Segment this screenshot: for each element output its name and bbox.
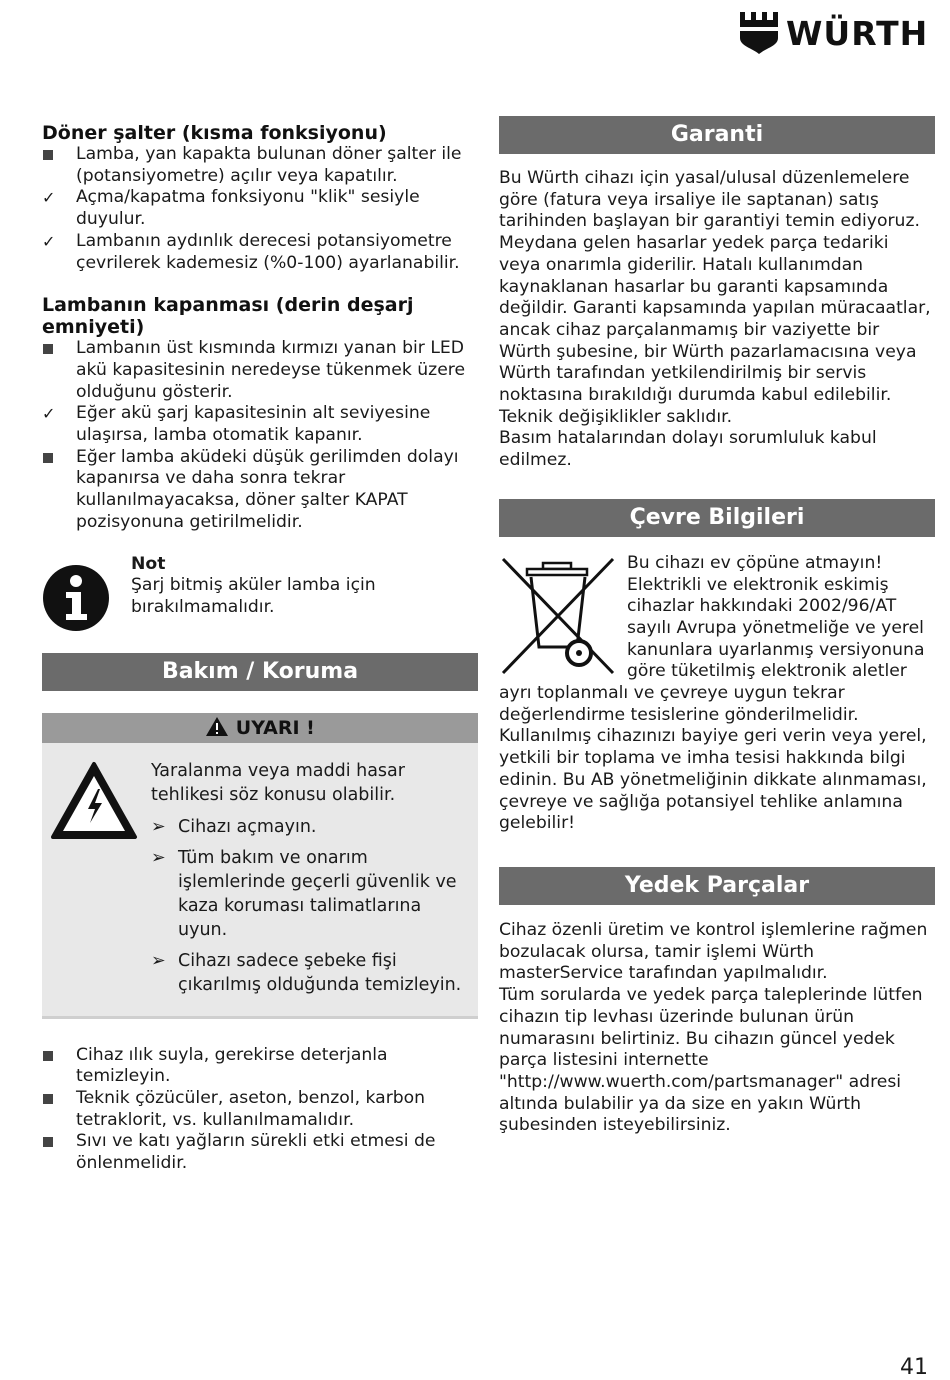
warning-box xyxy=(42,713,478,1019)
arrow-bullet-icon: ➢ xyxy=(151,847,166,868)
list-item: ✓ Açma/kapatma fonksiyonu "klik" sesiyle duyulur. xyxy=(42,187,420,230)
arrow-bullet-icon: ➢ xyxy=(151,950,166,971)
list-item: Cihaz ılık suyla, gerekirse deterjanla temizleyin. xyxy=(42,1045,478,1088)
wurth-logo-icon xyxy=(740,12,778,54)
spare-parts-section-bar: Yedek Parçalar xyxy=(499,867,935,905)
brand-name: WÜRTH xyxy=(786,13,929,53)
warranty-paragraph: Bu Würth cihazı için yasal/ulusal düzenlemelere göre (fatura veya irsaliye ile saptanan) satış tarihinden başlayan bir garantiyi temin ediyoruz. Meydana gelen hasarlar yedek parça tedariki veya onarımla giderilir. Hatalı kullanımdan kaynaklanan hasarlar bu garanti kapsamında değildir. Garanti kapsamında yapılan müracaatlar, ancak cihaz parçalanmamış bir vaziyette bir Würth şubesine, bir Würth pazarlamacısına veya Würth tarafından yetkilendirilmiş bir servis noktasına bırakıldığı durumda kabul edilebilir. xyxy=(499,168,931,406)
right-column xyxy=(499,116,935,1137)
warranty-section-bar: Garanti xyxy=(499,116,935,154)
spare-parts-paragraph-2: Tüm sorularda ve yedek parça taleplerinde lütfen cihazın tip levhası üzerinde bulunan ürün numarasını belirtiniz. Bu cihazın güncel yedek parça listesini internette "http://www.wuerth.com/partsmanager" adresi altında bulabilir ya da size en yakın Würth şubesinden isteyebilirsiniz. xyxy=(499,985,923,1136)
deep-discharge-list xyxy=(42,338,478,533)
deep-discharge-heading: Lambanın kapanması (derin deşarj emniyeti) xyxy=(42,294,414,339)
list-item: ➢ Tüm bakım ve onarım işlemlerinde geçerli güvenlik ve kaza koruması talimatlarına uyun. xyxy=(151,847,457,940)
maintenance-section-bar: Bakım / Koruma xyxy=(42,653,478,691)
check-icon: ✓ xyxy=(42,404,56,424)
warning-label: UYARI ! xyxy=(235,716,315,739)
warning-body xyxy=(42,743,478,1016)
info-icon xyxy=(42,564,110,632)
check-icon: ✓ xyxy=(42,231,56,251)
list-item: Sıvı ve katı yağların sürekli etki etmesi de önlenmelidir. xyxy=(42,1131,478,1174)
arrow-bullet-icon: ➢ xyxy=(151,816,166,837)
note-box xyxy=(42,554,478,649)
spare-parts-text xyxy=(499,920,935,1137)
list-item: Lamba, yan kapakta bulunan döner şalter ile (potansiyometre) açılır veya kapatılır. xyxy=(42,144,478,187)
warranty-technical-changes: Teknik değişiklikler saklıdır. xyxy=(499,406,733,427)
list-item: Lambanın üst kısmında kırmızı yanan bir LED akü kapasitesinin neredeyse tükenmek üzere olduğunu gösterir. xyxy=(42,338,478,403)
note-body: Şarj bitmiş aküler lamba için bırakılmamalıdır. xyxy=(131,575,376,617)
rotary-switch-list xyxy=(42,144,478,274)
square-bullet-icon xyxy=(43,344,53,354)
list-item: Teknik çözücüler, aseton, benzol, karbon tetraklorit, vs. kullanılmamalıdır. xyxy=(42,1088,478,1131)
list-item: ✓ Lambanın aydınlık derecesi potansiyometre çevrilerek kademesiz (%0-100) ayarlanabilir. xyxy=(42,230,460,273)
warranty-text xyxy=(499,168,935,472)
square-bullet-icon xyxy=(43,150,53,160)
warranty-print-errors: Basım hatalarından dolayı sorumluluk kabul edilmez. xyxy=(499,428,877,471)
electric-hazard-icon xyxy=(50,761,138,841)
note-text-block xyxy=(131,554,471,619)
list-item: Eğer lamba aküdeki düşük gerilimden dolayı kapanırsa ve daha sonra tekrar kullanılmayacaksa, döner şalter KAPAT pozisyonuna getirilmelidir. xyxy=(42,447,478,534)
square-bullet-icon xyxy=(43,1051,53,1061)
list-item: ✓ Eğer akü şarj kapasitesinin alt seviyesine ulaşırsa, lamba otomatik kapanır. xyxy=(42,403,431,446)
page-number: 41 xyxy=(900,1355,928,1380)
environment-text xyxy=(499,553,935,835)
square-bullet-icon xyxy=(43,1137,53,1147)
left-column xyxy=(42,122,478,1175)
rotary-switch-heading: Döner şalter (kısma fonksiyonu) xyxy=(42,122,387,144)
environment-section-bar: Çevre Bilgileri xyxy=(499,499,935,537)
note-title: Not xyxy=(131,553,166,574)
warning-header xyxy=(42,713,478,743)
environment-paragraph: Bu cihazı ev çöpüne atmayın! Elektrikli ve elektronik eskimiş cihazlar hakkındaki 2002/96/AT sayılı Avrupa yönetmeliğe ve yerel kanunlara uyarlanmış versiyonuna göre tüketilmiş elektronik aletler ayrı toplanmalı ve çevreye uygun tekrar değerlendirme tesislerine gönderilmelidir. Kullanılmış cihazınızı bayiye geri verin veya yerel, yetkili bir toplama ve imha tesisi hakkında bilgi edinin. Bu AB yönetmeliğinin dikkate alınmaması, çevreye ve sağlığa potansiyel tehlike anlamına gelebilir! xyxy=(499,552,927,834)
cleaning-list xyxy=(42,1045,478,1175)
spare-parts-paragraph-1: Cihaz özenli üretim ve kontrol işlemlerine rağmen bozulacak olursa, tamir işlemi Würth masterService tarafından yapılmalıdır. xyxy=(499,919,928,984)
crossed-bin-icon xyxy=(499,555,619,679)
square-bullet-icon xyxy=(43,453,53,463)
list-item: ➢ Cihazı sadece şebeke fişi çıkarılmış olduğunda temizleyin. xyxy=(151,950,462,995)
warning-triangle-icon xyxy=(205,716,229,737)
check-icon: ✓ xyxy=(42,188,56,208)
list-item: ➢ Cihazı açmayın. xyxy=(151,816,317,837)
brand-logo xyxy=(740,12,928,54)
warning-list xyxy=(151,815,470,997)
square-bullet-icon xyxy=(43,1094,53,1104)
warning-intro: Yaralanma veya maddi hasar tehlikesi söz konusu olabilir. xyxy=(151,760,405,805)
